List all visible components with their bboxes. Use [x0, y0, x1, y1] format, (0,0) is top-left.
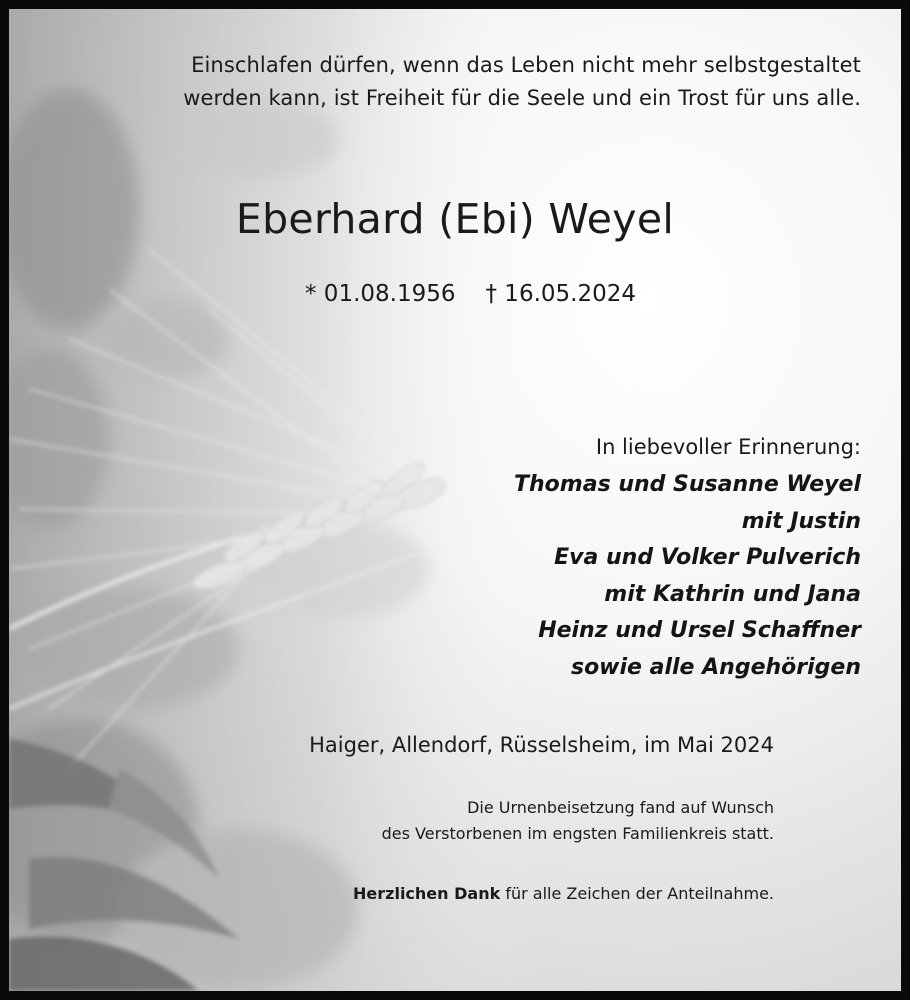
notice-content [9, 9, 901, 991]
burial-note [382, 795, 774, 847]
place-and-date: Haiger, Allendorf, Rüsselsheim, im Mai 2024 [309, 733, 774, 757]
deceased-name: Eberhard (Ebi) Weyel [235, 195, 675, 243]
mourner-line: Eva und Volker Pulverich [554, 545, 861, 570]
quote-line-2: werden kann, ist Freiheit für die Seele und ein Trost für uns alle. [183, 86, 861, 110]
mourner-line: Thomas und Susanne Weyel [514, 472, 861, 497]
mourner-line: Heinz und Ursel Schaffner [538, 618, 861, 643]
mourners-list [514, 467, 861, 686]
mourner-line: sowie alle Angehörigen [570, 654, 861, 680]
epigraph-quote [101, 49, 861, 115]
birth-date: * 01.08.1956 [305, 281, 456, 307]
thanks-line [353, 881, 774, 907]
thanks-bold: Herzlichen Dank [353, 884, 501, 903]
burial-note-line-1: Die Urnenbeisetzung fand auf Wunsch [467, 798, 774, 817]
thanks-rest: für alle Zeichen der Anteilnahme. [500, 884, 774, 903]
life-dates [305, 277, 636, 311]
mourner-line: mit Justin [741, 508, 861, 534]
memory-heading: In liebevoller Erinnerung: [595, 435, 861, 459]
quote-line-1: Einschlafen dürfen, wenn das Leben nicht mehr selbstgestaltet [191, 53, 861, 77]
death-date: † 16.05.2024 [485, 281, 636, 307]
mourner-line: mit Kathrin und Jana [604, 581, 861, 607]
burial-note-line-2: des Verstorbenen im engsten Familienkreis statt. [381, 824, 774, 843]
